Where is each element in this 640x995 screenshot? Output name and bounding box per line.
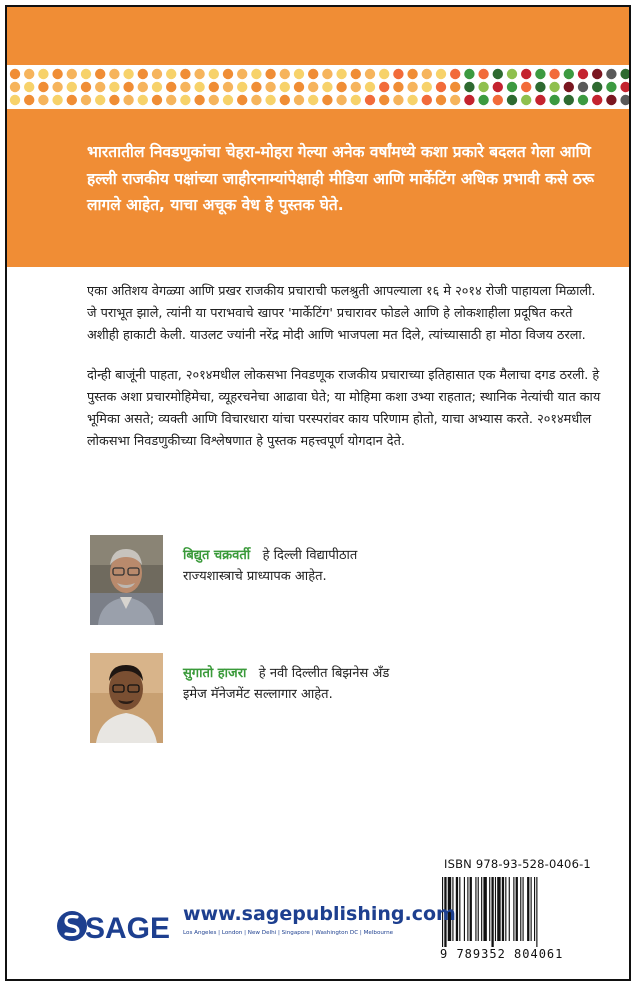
barcode-bar [516,877,518,941]
decorative-dot [251,95,261,105]
blurb-text: भारतातील निवडणुकांचा चेहरा-मोहरा गेल्या अनेक वर्षांमध्ये कशा प्रकारे बदलत गेला आणि हल्ली राजकीय पक्षांच्या जाहीरनाम्यांपेक्षाही मीडिया आणि मार्केटिंग अधिक प्रभावी कसे ठरू लागले आहेत, याचा अचूक वेध हे पुस्तक घेते. [87,143,594,214]
decorative-dot [365,95,375,105]
decorative-dot [308,69,318,79]
barcode-bar [475,877,476,941]
decorative-dot [38,95,48,105]
decorative-dot [52,82,62,92]
decorative-dot [507,82,517,92]
author-bio-1-line2: राज्यशास्त्राचे प्राध्यापक आहेत. [183,569,327,584]
barcode-bar [481,877,482,941]
decorative-dot [95,82,105,92]
sage-logo-text: SAGE [85,912,171,945]
decorative-dot [336,69,346,79]
barcode-bar [483,877,486,941]
decorative-dot [450,95,460,105]
decorative-dot [407,82,417,92]
decorative-dot [393,82,403,92]
barcode-bar [534,877,535,941]
decorative-dot [464,82,474,92]
decorative-dot [265,95,275,105]
author-card-1 [90,535,570,625]
barcode-bar [470,877,472,941]
barcode-bar [513,877,514,941]
author-name-1: बिद्युत चक्रवर्ती [183,548,251,563]
decorative-dot [223,82,233,92]
decorative-dot [123,82,133,92]
decorative-dot [152,82,162,92]
decorative-dot [535,95,545,105]
decorative-dot [10,69,20,79]
decorative-dot [109,82,119,92]
publisher-cities: Los Angeles | London | New Delhi | Singapore | Washington DC | Melbourne [183,930,394,936]
decorative-dot [379,95,389,105]
decorative-dot [606,95,616,105]
decorative-dot [10,82,20,92]
sage-logo [55,904,177,948]
decorative-dot [564,95,574,105]
decorative-dot [436,69,446,79]
decorative-dot [95,69,105,79]
decorative-dot [194,95,204,105]
decorative-dot [351,82,361,92]
decorative-dot [280,69,290,79]
decorative-dot [365,69,375,79]
decorative-dot [464,95,474,105]
barcode-bar [505,877,506,941]
decorative-dot [422,95,432,105]
author-name-2: सुगातो हाजरा [183,666,247,681]
decorative-dot [81,82,91,92]
decorative-dot [237,82,247,92]
barcode-bar [467,877,468,941]
decorative-dot [24,95,34,105]
author-bio-1-line1: हे दिल्ली विद्यापीठात [262,548,358,563]
publisher-url: www.sagepublishing.com [183,903,456,925]
decorative-dot [251,69,261,79]
decorative-dot [251,82,261,92]
decorative-dot [280,95,290,105]
decorative-dot [507,95,517,105]
decorative-dot [436,95,446,105]
decorative-dot-strip [7,65,629,109]
decorative-dot [620,69,629,79]
decorative-dot [52,95,62,105]
barcode-bar [464,877,465,941]
author-photo-2 [90,653,163,743]
decorative-dot [237,69,247,79]
decorative-dot [549,82,559,92]
decorative-dot [322,95,332,105]
decorative-dot [422,69,432,79]
barcode-bar [523,877,524,941]
barcode-number: 9 789352 804061 [440,947,564,961]
decorative-dot [450,69,460,79]
decorative-dot [38,69,48,79]
isbn-barcode [440,877,588,947]
decorative-dot [138,82,148,92]
decorative-dot [209,82,219,92]
decorative-dot [180,82,190,92]
barcode-bar [520,877,521,941]
decorative-dot [166,82,176,92]
decorative-dot [209,95,219,105]
author-photo-1 [90,535,163,625]
barcode-bar [497,877,500,941]
decorative-dot [95,95,105,105]
decorative-dot [478,69,488,79]
decorative-dot [38,82,48,92]
decorative-dot [166,95,176,105]
decorative-dot [493,69,503,79]
decorative-dot [138,95,148,105]
decorative-dot [592,69,602,79]
decorative-dot [620,95,629,105]
decorative-dot [507,69,517,79]
decorative-dot [521,82,531,92]
decorative-dot [294,95,304,105]
decorative-dot [493,82,503,92]
author-bio-2 [183,663,563,705]
barcode-bar [502,877,504,941]
decorative-dot [521,95,531,105]
decorative-dot [549,69,559,79]
decorative-dot [67,69,77,79]
decorative-dot [407,95,417,105]
decorative-dot [521,69,531,79]
decorative-dot [67,95,77,105]
author-card-2 [90,653,570,743]
decorative-dot [407,69,417,79]
barcode-bar [459,877,460,941]
decorative-dot [308,95,318,105]
author-bio-2-line1: हे नवी दिल्लीत बिझनेस ॲंड [258,666,390,681]
decorative-dot [606,69,616,79]
decorative-dot [379,82,389,92]
decorative-dot [564,82,574,92]
author-bio-1 [183,545,563,587]
decorative-dot [109,95,119,105]
decorative-dot [393,95,403,105]
barcode-bar [531,877,532,941]
decorative-dot [308,82,318,92]
barcode-bar [478,877,479,941]
decorative-dot [393,69,403,79]
decorative-dot [81,69,91,79]
decorative-dot [351,95,361,105]
decorative-dot [379,69,389,79]
decorative-dot [152,95,162,105]
decorative-dot [493,95,503,105]
decorative-dot [223,95,233,105]
decorative-dot [322,69,332,79]
description-paragraph-2: दोन्ही बाजूंनी पाहता, २०१४मधील लोकसभा निवडणूक राजकीय प्रचाराच्या इतिहासात एक मैलाचा दगड ठरली. हे पुस्तक अशा प्रचारमोहिमेचा, व्यूहरचनेचा आढावा घेते; या मोहिमा कशा उभ्या राहतात; स्थानिक नेत्यांची यात काय भूमिका असते; व्यक्ती आणि विचारधारा यांचा परस्परांवर काय परिणाम होतो, याचा अभ्यास करते. २०१४मधील लोकसभा निवडणुकीच्या विश्लेषणात हे पुस्तक महत्त्वपूर्ण योगदान देते. [87,368,601,449]
decorative-dot [422,82,432,92]
decorative-dot [180,69,190,79]
barcode-bar [456,877,458,941]
decorative-dot [180,95,190,105]
decorative-dot [294,82,304,92]
decorative-dot [223,69,233,79]
decorative-dot [67,82,77,92]
decorative-dot [478,82,488,92]
description [87,281,607,471]
decorative-dot [578,82,588,92]
decorative-dot [10,95,20,105]
decorative-dot [294,69,304,79]
decorative-dot [152,69,162,79]
decorative-dot [592,95,602,105]
decorative-dot [194,82,204,92]
decorative-dot [436,82,446,92]
blurb-panel [7,109,629,267]
decorative-dot [450,82,460,92]
decorative-dot [209,69,219,79]
decorative-dot [478,95,488,105]
barcode-bar [527,877,529,941]
decorative-dot [564,69,574,79]
decorative-dot [549,95,559,105]
decorative-dot [265,69,275,79]
decorative-dot [52,69,62,79]
decorative-dot [535,82,545,92]
decorative-dot [578,95,588,105]
isbn-label: ISBN 978-93-528-0406-1 [444,857,591,871]
decorative-dot [606,82,616,92]
decorative-dot [592,82,602,92]
decorative-dot [351,69,361,79]
decorative-dot [24,69,34,79]
decorative-dot [464,69,474,79]
top-orange-band [7,7,629,65]
decorative-dot [365,82,375,92]
decorative-dot [109,69,119,79]
decorative-dot [123,69,133,79]
decorative-dot [237,95,247,105]
decorative-dot [138,69,148,79]
barcode-bar [509,877,510,941]
decorative-dot [123,95,133,105]
decorative-dot [194,69,204,79]
decorative-dot [620,82,629,92]
decorative-dot [336,95,346,105]
decorative-dot [322,82,332,92]
barcode-bar [489,877,490,941]
decorative-dot [81,95,91,105]
decorative-dot [535,69,545,79]
decorative-dot [336,82,346,92]
decorative-dot [578,69,588,79]
barcode-bar [536,877,537,947]
barcode-bar [491,877,493,947]
decorative-dot [265,82,275,92]
author-bio-2-line2: इमेज मॅनेजमेंट सल्लागार आहेत. [183,687,333,702]
barcode-bar [495,877,496,941]
decorative-dot [280,82,290,92]
book-back-cover [5,5,631,981]
decorative-dot [24,82,34,92]
decorative-dot [166,69,176,79]
description-paragraph-1: एका अतिशय वेगळ्या आणि प्रखर राजकीय प्रचाराची फलश्रुती आपल्याला १६ मे २०१४ रोजी पाहायला मिळाली. जे पराभूत झाले, त्यांनी या पराभवाचे खापर 'मार्केटिंग' प्रचारावर फोडले आणि हे लोकशाहीला प्रदूषित करते अशीही हाकाटी केली. याउलट ज्यांनी नरेंद्र मोदी आणि भाजपला मत दिले, त्यांच्यासाठी हा मोठा विजय ठरला. [87,284,596,343]
